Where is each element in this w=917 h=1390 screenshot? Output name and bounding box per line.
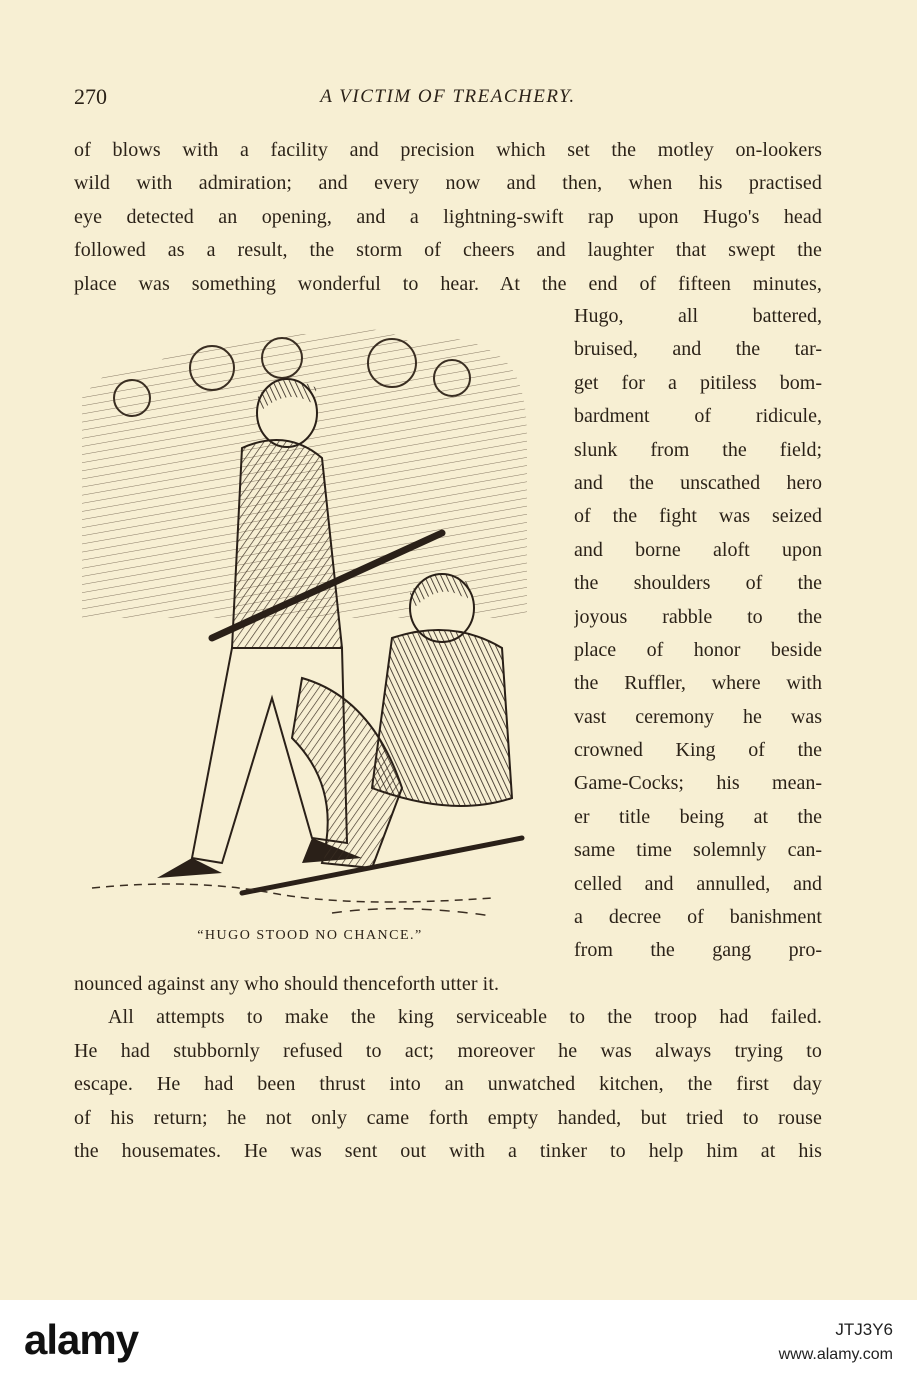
text-line: Hugo, all battered, — [574, 305, 822, 327]
text-line: wild with admiration; and every now and then, when his practised — [74, 172, 822, 195]
text-line: place was something wonderful to hear. At the end of fifteen minutes, — [74, 272, 822, 295]
alamy-logo: alamy — [24, 1316, 139, 1363]
text-line: He had stubbornly refused to act; moreover he was always trying to — [74, 1039, 822, 1062]
text-line: bardment of ridicule, — [574, 405, 822, 428]
text-line: crowned King of the — [574, 739, 822, 762]
text-line: from the gang pro- — [574, 939, 822, 962]
watermark-url: www.alamy.com — [778, 1346, 893, 1363]
text-line: place of honor beside — [574, 638, 822, 661]
text-line: same time solemnly can- — [574, 839, 822, 862]
text-line: er title being at the — [574, 805, 822, 828]
text-line: nounced against any who should thenceforth utter it. — [74, 973, 500, 995]
top-paragraph — [74, 134, 822, 301]
text-line: and borne aloft upon — [574, 538, 822, 561]
text-line: slunk from the field; — [574, 438, 822, 461]
text-line: and the unscathed hero — [574, 471, 822, 494]
paragraph-first-line: All attempts to make the king serviceable to the troop had failed. — [108, 1006, 822, 1029]
running-title: A VICTIM OF TREACHERY. — [320, 86, 576, 107]
text-line: of blows with a facility and precision which set the motley on-lookers — [74, 139, 822, 161]
text-line: celled and annulled, and — [574, 872, 822, 895]
text-line: the housemates. He was sent out with a tinker to help him at his — [74, 1139, 822, 1162]
illustration-caption: “HUGO STOOD NO CHANCE.” — [197, 928, 423, 943]
text-line: bruised, and the tar- — [574, 338, 822, 361]
text-line: the shoulders of the — [574, 572, 822, 595]
text-line: of the fight was seized — [574, 505, 822, 528]
page-header — [74, 84, 822, 118]
text-line: of his return; he not only came forth empty handed, but tried to rouse — [74, 1106, 822, 1129]
text-line: the Ruffler, where with — [574, 672, 822, 695]
page-number: 270 — [74, 84, 107, 109]
text-line: escape. He had been thrust into an unwatched kitchen, the first day — [74, 1073, 822, 1096]
text-line: a decree of banishment — [574, 906, 822, 929]
text-line: Game-Cocks; his mean- — [574, 772, 822, 795]
engraving-drawing — [72, 318, 542, 928]
wrapped-column — [574, 300, 822, 968]
text-line: joyous rabble to the — [574, 605, 822, 628]
image-id: JTJ3Y6 — [835, 1320, 893, 1339]
engraving-illustration — [72, 318, 542, 928]
text-line: vast ceremony he was — [574, 705, 822, 728]
text-line: eye detected an opening, and a lightning-swift rap upon Hugo's head — [74, 205, 822, 228]
text-line: get for a pitiless bom- — [574, 371, 822, 394]
text-line: followed as a result, the storm of cheers and laughter that swept the — [74, 239, 822, 262]
bottom-paragraphs — [74, 968, 822, 1168]
